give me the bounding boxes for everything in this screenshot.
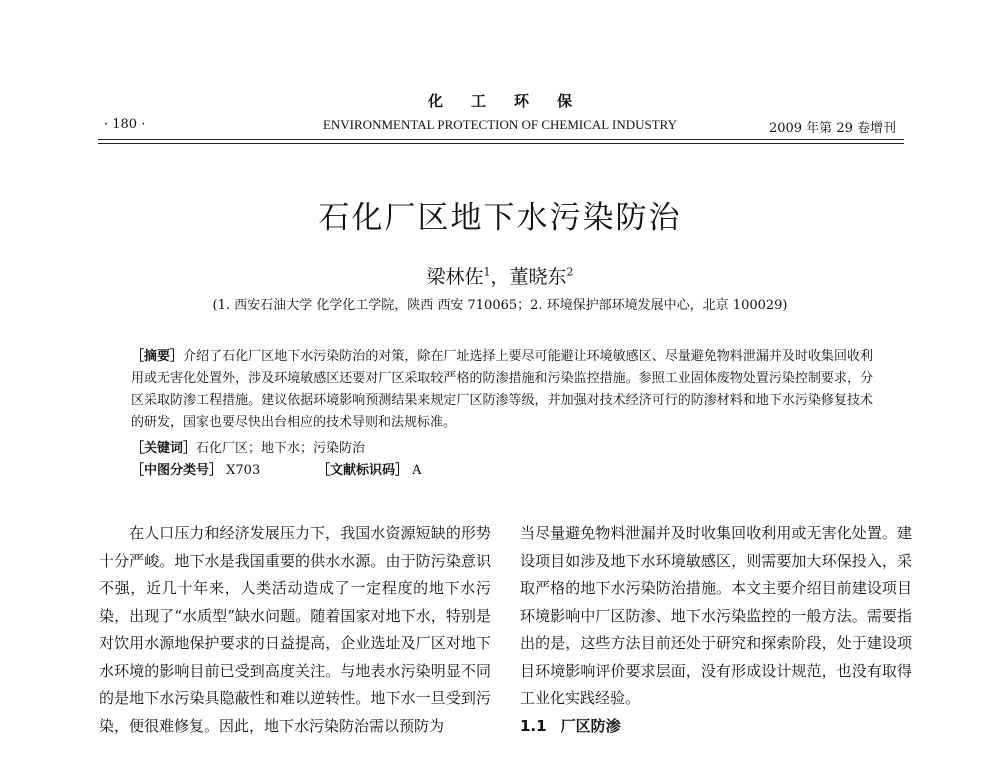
abstract [131,346,873,434]
author-line [0,262,1000,289]
author-2-affil-mark: 2 [566,265,574,279]
section-number: 1.1 [520,716,547,735]
keywords-label: ［关键词］ [131,441,197,456]
header-rule-top [98,139,904,140]
author-1-affil-mark: 1 [483,265,491,279]
classification-label: ［中图分类号］ [131,463,223,478]
author-2: 董晓东 [509,266,567,288]
keywords [131,437,365,456]
author-separator: ， [490,266,510,288]
author-1: 梁林佐 [426,266,484,288]
article-title: 石化厂区地下水污染防治 [318,200,682,236]
issue-info: 2009 年第 29 卷增刊 [768,121,896,136]
affiliation: (1. 西安石油大学 化学化工学院，陕西 西安 710065；2. 环境保护部环境发展中心，北京 100029) [212,298,788,313]
header-rule-bottom [98,143,904,144]
document-code-value: A [412,463,422,478]
document-code [317,459,422,478]
section-heading [520,713,912,741]
keywords-text: 石化厂区；地下水；污染防治 [196,441,366,456]
body-paragraph-left: 在人口压力和经济发展压力下，我国水资源短缺的形势十分严峻。地下水是我国重要的供水水源。由于防污染意识不强，近几十年来，人类活动造成了一定程度的地下水污染，出现了“水质型”缺水问题。随着国家对地下水，特别是对饮用水源地保护要求的日益提高，企业选址及厂区对地下水环境的影响目前已受到高度关注。与地表水污染明显不同的是地下水污染具隐蔽性和难以逆转性。地下水一旦受到污染，便很难修复。因此，地下水污染防治需以预防为 [99,524,491,735]
body-column-right [520,520,912,740]
section-title: 厂区防渗 [560,716,621,735]
abstract-label: ［摘要］ [131,349,184,364]
page-number: · 180 · [104,117,146,132]
body-column-left [99,520,491,740]
body-paragraph-right: 当尽量避免物料泄漏并及时收集回收利用或无害化处置。建设项目如涉及地下水环境敏感区，则需要加大环保投入，采取严格的地下水污染防治措施。本文主要介绍目前建设项目环境影响中厂区防渗、地下水污染监控的一般方法。需要指出的是，这些方法目前还处于研究和探索阶段，处于建设项目环境影响评价要求层面，没有形成设计规范，也没有取得工业化实践经验。 [520,524,912,707]
abstract-text: 介绍了石化厂区地下水污染防治的对策，除在厂址选择上要尽可能避让环境敏感区、尽量避免物料泄漏并及时收集回收利用或无害化处置外，涉及环境敏感区还要对厂区采取较严格的防渗措施和污染监控措施。参照工业固体废物处置污染控制要求，分区采取防渗工程措施。建议依据环境影响预测结果来规定厂区防渗等级，并加强对技术经济可行的防渗材料和地下水污染修复技术的研发，国家也要尽快出台相应的技术导则和法规标准。 [131,349,873,430]
classification-value: X703 [226,463,261,478]
journal-title-cn: 化工环保 [427,92,600,110]
classification [131,459,260,478]
journal-title-en: ENVIRONMENTAL PROTECTION OF CHEMICAL INDUSTRY [322,117,678,132]
document-code-label: ［文献标识码］ [317,463,409,478]
